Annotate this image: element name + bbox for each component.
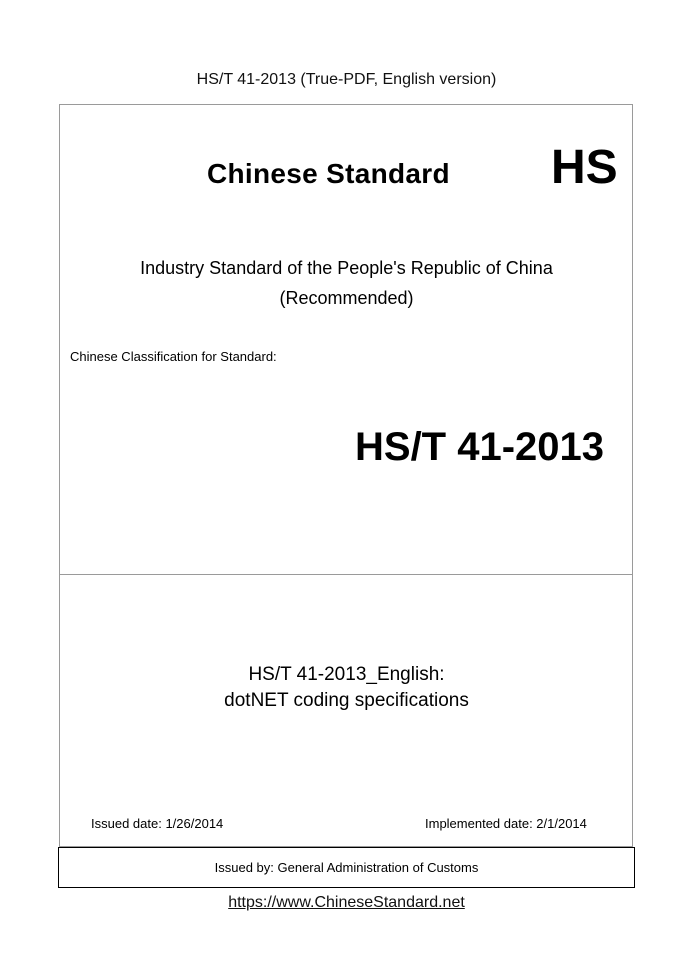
industry-standard-line: Industry Standard of the People's Republic of China [140, 258, 553, 278]
implemented-date: Implemented date: 2/1/2014 [425, 816, 587, 831]
classification-label: Chinese Classification for Standard: [70, 349, 277, 364]
recommended-label: (Recommended) [279, 288, 414, 308]
page-header-title: HS/T 41-2013 (True-PDF, English version) [196, 71, 497, 88]
website-link[interactable]: https://www.ChineseStandard.net [228, 894, 465, 911]
issued-by-box [58, 847, 635, 888]
standard-type-title: Chinese Standard [207, 158, 450, 189]
document-title-line-2: dotNET coding specifications [224, 690, 469, 711]
issued-date: Issued date: 1/26/2014 [91, 816, 224, 831]
hs-mark: HS [551, 141, 618, 194]
issued-by-text: Issued by: General Administration of Customs [214, 860, 479, 875]
standard-number: HS/T 41-2013 [355, 425, 605, 469]
document-title-line-1: HS/T 41-2013_English: [248, 664, 445, 685]
